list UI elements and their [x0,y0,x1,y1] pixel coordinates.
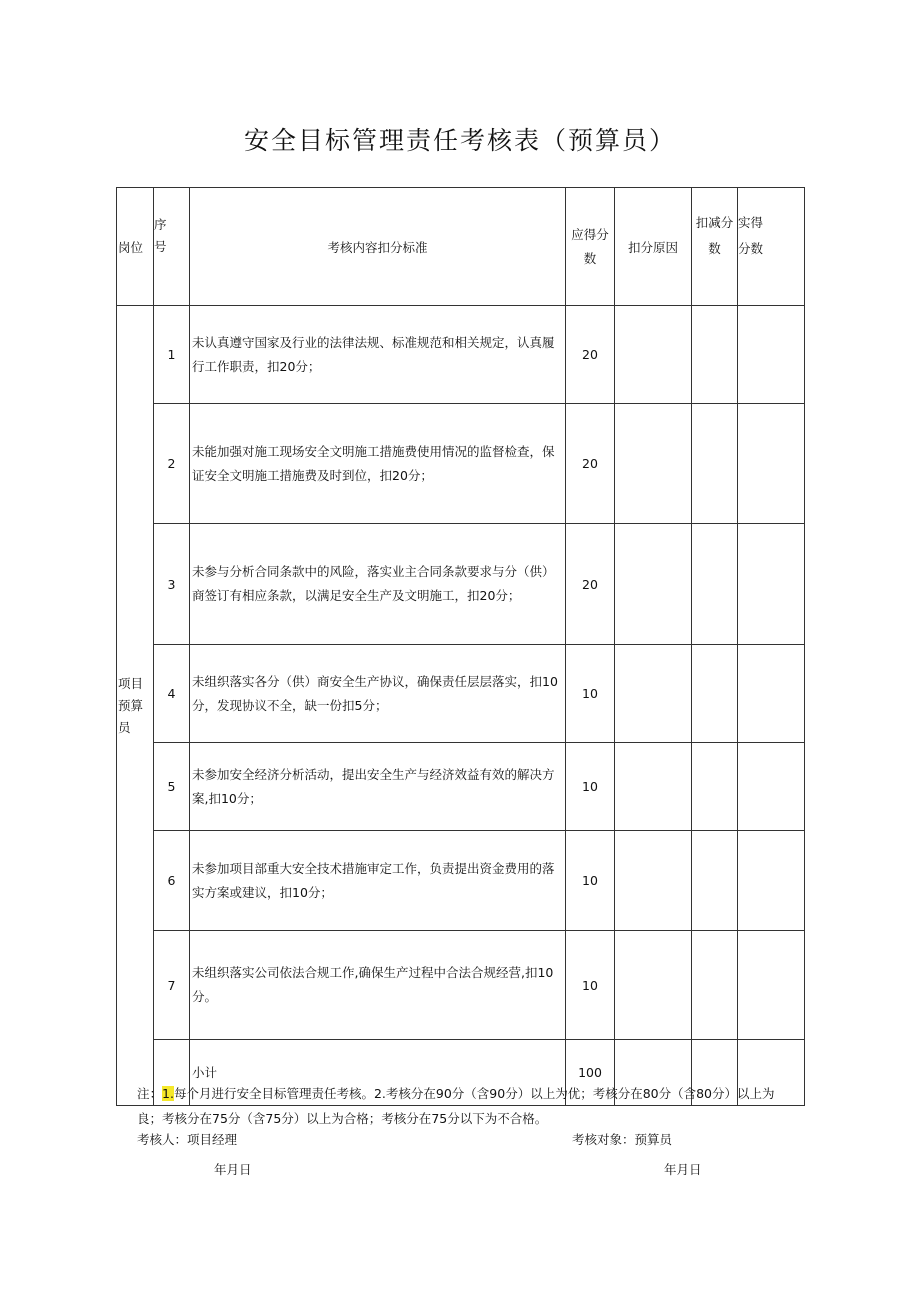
row-reason [615,306,692,404]
header-deduct: 扣减分 数 [692,188,738,306]
post-cell: 项目 预算员 [117,306,154,1106]
header-actual: 实得 分数 [738,188,805,306]
table-row [117,645,805,743]
row-content: 未参加安全经济分析活动，提出安全生产与经济效益有效的解决方案,扣10分； [190,743,566,831]
row-seq: 7 [154,931,190,1040]
row-deduct [692,524,738,645]
row-reason [615,743,692,831]
row-deduct [692,743,738,831]
row-score: 20 [566,404,615,524]
table-header-row [117,188,805,306]
row-content: 未认真遵守国家及行业的法律法规、标准规范和相关规定，认真履行工作职责，扣20分； [190,306,566,404]
date-right: 年月日 [664,1162,702,1177]
assessee-label: 考核对象：预算员 [572,1132,673,1147]
row-deduct [692,645,738,743]
row-content: 未参加项目部重大安全技术措施审定工作，负责提出资金费用的落实方案或建议，扣10分； [190,831,566,931]
table-row [117,306,805,404]
assessor-label: 考核人：项目经理 [137,1132,238,1147]
footnote [137,1081,777,1131]
subtotal-label: 小计 [190,1040,566,1106]
row-seq: 1 [154,306,190,404]
row-score: 20 [566,524,615,645]
row-reason [615,931,692,1040]
row-deduct [692,831,738,931]
row-score: 10 [566,931,615,1040]
row-reason [615,404,692,524]
row-seq: 3 [154,524,190,645]
row-reason [615,831,692,931]
row-content: 未能加强对施工现场安全文明施工措施费使用情况的监督检查，保证安全文明施工措施费及时到位，扣20分； [190,404,566,524]
row-score: 20 [566,306,615,404]
row-deduct [692,306,738,404]
table-row [117,831,805,931]
note-prefix: 注： [137,1086,163,1101]
row-content: 未组织落实各分（供）商安全生产协议，确保责任层层落实，扣10分，发现协议不全，缺一份扣5分； [190,645,566,743]
row-actual [738,645,805,743]
note-text: 每个月进行安全目标管理责任考核。2.考核分在90分（含90分）以上为优；考核分在80分（含80分）以上为良；考核分在75分（含75分）以上为合格；考核分在75分以下为不合格。 [137,1086,775,1126]
row-actual [738,931,805,1040]
row-score: 10 [566,831,615,931]
row-seq: 2 [154,404,190,524]
table-row [117,743,805,831]
row-seq: 6 [154,831,190,931]
row-actual [738,831,805,931]
table-row [117,931,805,1040]
row-seq: 4 [154,645,190,743]
assessment-table [116,187,805,1106]
header-post: 岗位 [117,188,154,306]
header-content: 考核内容扣分标准 [190,188,566,306]
row-content: 未参与分析合同条款中的风险，落实业主合同条款要求与分（供）商签订有相应条款，以满足安全生产及文明施工，扣20分； [190,524,566,645]
table-row [117,404,805,524]
row-score: 10 [566,645,615,743]
row-actual [738,524,805,645]
subtotal-score: 100 [566,1040,615,1106]
row-actual [738,743,805,831]
table-row [117,524,805,645]
row-reason [615,524,692,645]
row-deduct [692,931,738,1040]
row-seq: 5 [154,743,190,831]
date-left: 年月日 [214,1162,252,1177]
row-content: 未组织落实公司依法合规工作,确保生产过程中合法合规经营,扣10分。 [190,931,566,1040]
header-score: 应得分 数 [566,188,615,306]
row-deduct [692,404,738,524]
row-score: 10 [566,743,615,831]
header-reason: 扣分原因 [615,188,692,306]
page-title: 安全目标管理责任考核表（预算员） [243,126,676,155]
header-seq: 序 号 [154,188,190,306]
row-actual [738,306,805,404]
note-highlight: 1. [162,1086,174,1101]
row-actual [738,404,805,524]
row-reason [615,645,692,743]
